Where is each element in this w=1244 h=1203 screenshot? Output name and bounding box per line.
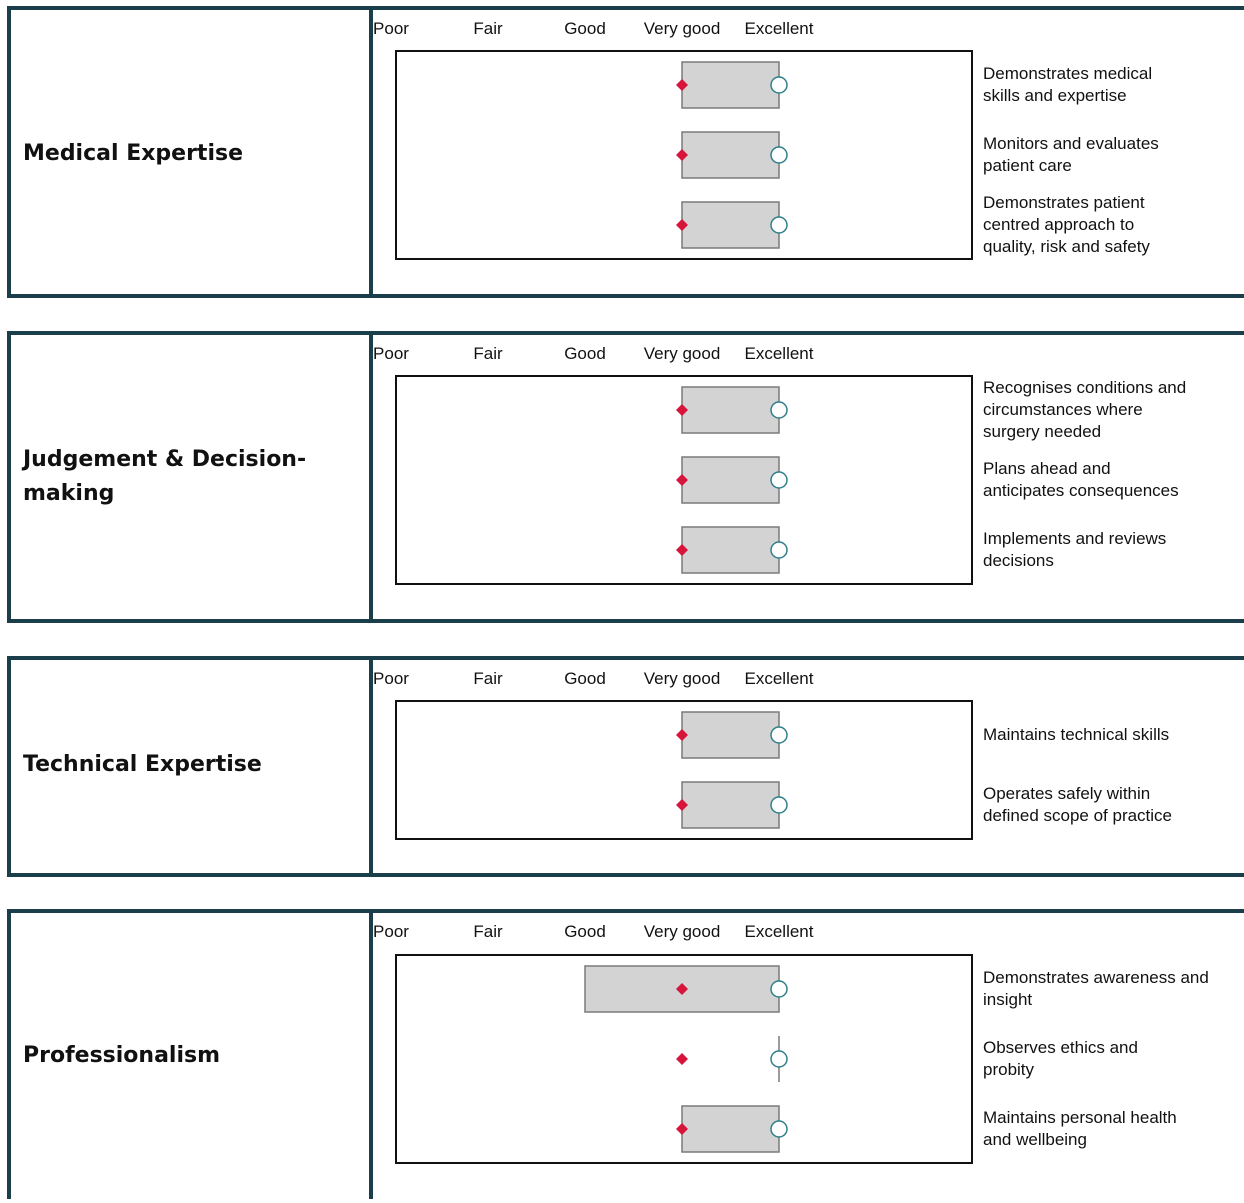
row-description <box>983 377 1186 443</box>
scale-label: Good <box>564 344 606 363</box>
scale-label: Poor <box>373 669 409 688</box>
competency-section <box>7 656 1244 877</box>
scale-label: Fair <box>473 344 503 363</box>
circle-marker <box>771 77 787 93</box>
rating-plot <box>11 10 1011 302</box>
row-description-line: Observes ethics and <box>983 1038 1138 1057</box>
row-description-line: Recognises conditions and <box>983 378 1187 397</box>
row-description-line: Operates safely within <box>983 784 1151 803</box>
range-box <box>682 457 779 503</box>
range-box <box>682 202 779 248</box>
scale-label: Excellent <box>744 344 814 363</box>
row-description-line: quality, risk and safety <box>983 237 1150 256</box>
section-title: Judgement & Decision-making <box>23 447 307 506</box>
row-description-line: Implements and reviews <box>983 529 1167 548</box>
competency-section <box>7 6 1244 298</box>
scale-label: Poor <box>373 19 409 38</box>
row-description-line: defined scope of practice <box>983 806 1173 825</box>
row-description-line: and wellbeing <box>983 1130 1087 1149</box>
scale-label: Excellent <box>744 19 814 38</box>
scale-label: Fair <box>473 922 503 941</box>
row-description-line: centred approach to <box>983 215 1135 234</box>
row-description <box>983 133 1159 177</box>
range-box <box>682 782 779 828</box>
row-description-line: Demonstrates medical <box>983 64 1153 83</box>
section-title: Medical Expertise <box>23 141 243 166</box>
row-description <box>983 724 1169 746</box>
row-description <box>983 528 1166 572</box>
scale-label: Very good <box>643 19 721 38</box>
circle-marker <box>771 981 787 997</box>
row-description-line: anticipates consequences <box>983 481 1179 500</box>
range-box <box>682 527 779 573</box>
row-description-line: Monitors and evaluates <box>983 134 1159 153</box>
range-box <box>682 1106 779 1152</box>
diamond-marker <box>676 1053 688 1065</box>
row-description <box>983 192 1150 258</box>
scale-label: Good <box>564 922 606 941</box>
row-description-line: circumstances where <box>983 400 1143 419</box>
circle-marker <box>771 727 787 743</box>
scale-label: Poor <box>373 922 409 941</box>
circle-marker <box>771 542 787 558</box>
row-description <box>983 63 1152 107</box>
scale-label: Fair <box>473 19 503 38</box>
scale-label: Excellent <box>744 669 814 688</box>
row-description-line: Demonstrates patient <box>983 193 1145 212</box>
scale-label: Fair <box>473 669 503 688</box>
scale-label: Very good <box>643 669 721 688</box>
scale-label: Very good <box>643 344 721 363</box>
row-description <box>983 1037 1138 1081</box>
rating-plot <box>11 913 1011 1203</box>
row-description <box>983 1107 1177 1151</box>
row-description-line: Maintains technical skills <box>983 725 1170 744</box>
scale-label: Very good <box>643 922 721 941</box>
rating-plot <box>11 335 1011 627</box>
row-description-line: surgery needed <box>983 422 1102 441</box>
row-description <box>983 458 1179 502</box>
scale-label: Good <box>564 19 606 38</box>
row-description-line: patient care <box>983 156 1072 175</box>
range-box <box>682 62 779 108</box>
row-description-line: Demonstrates awareness and <box>983 968 1209 987</box>
range-box <box>682 387 779 433</box>
circle-marker <box>771 472 787 488</box>
rating-plot <box>11 660 1011 881</box>
circle-marker <box>771 402 787 418</box>
row-description-line: Plans ahead and <box>983 459 1111 478</box>
row-description-line: probity <box>983 1060 1035 1079</box>
circle-marker <box>771 1051 787 1067</box>
row-description-line: insight <box>983 990 1033 1009</box>
circle-marker <box>771 1121 787 1137</box>
section-title: Technical Expertise <box>23 752 262 777</box>
scale-label: Good <box>564 669 606 688</box>
competency-section <box>7 909 1244 1199</box>
circle-marker <box>771 217 787 233</box>
range-box <box>682 712 779 758</box>
row-description-line: Maintains personal health <box>983 1108 1177 1127</box>
section-title: Professionalism <box>23 1043 221 1068</box>
row-description <box>983 783 1172 827</box>
row-description-line: decisions <box>983 551 1054 570</box>
competency-section <box>7 331 1244 623</box>
range-box <box>682 132 779 178</box>
row-description <box>983 967 1209 1011</box>
row-description-line: skills and expertise <box>983 86 1127 105</box>
scale-label: Excellent <box>744 922 814 941</box>
scale-label: Poor <box>373 344 409 363</box>
circle-marker <box>771 797 787 813</box>
circle-marker <box>771 147 787 163</box>
